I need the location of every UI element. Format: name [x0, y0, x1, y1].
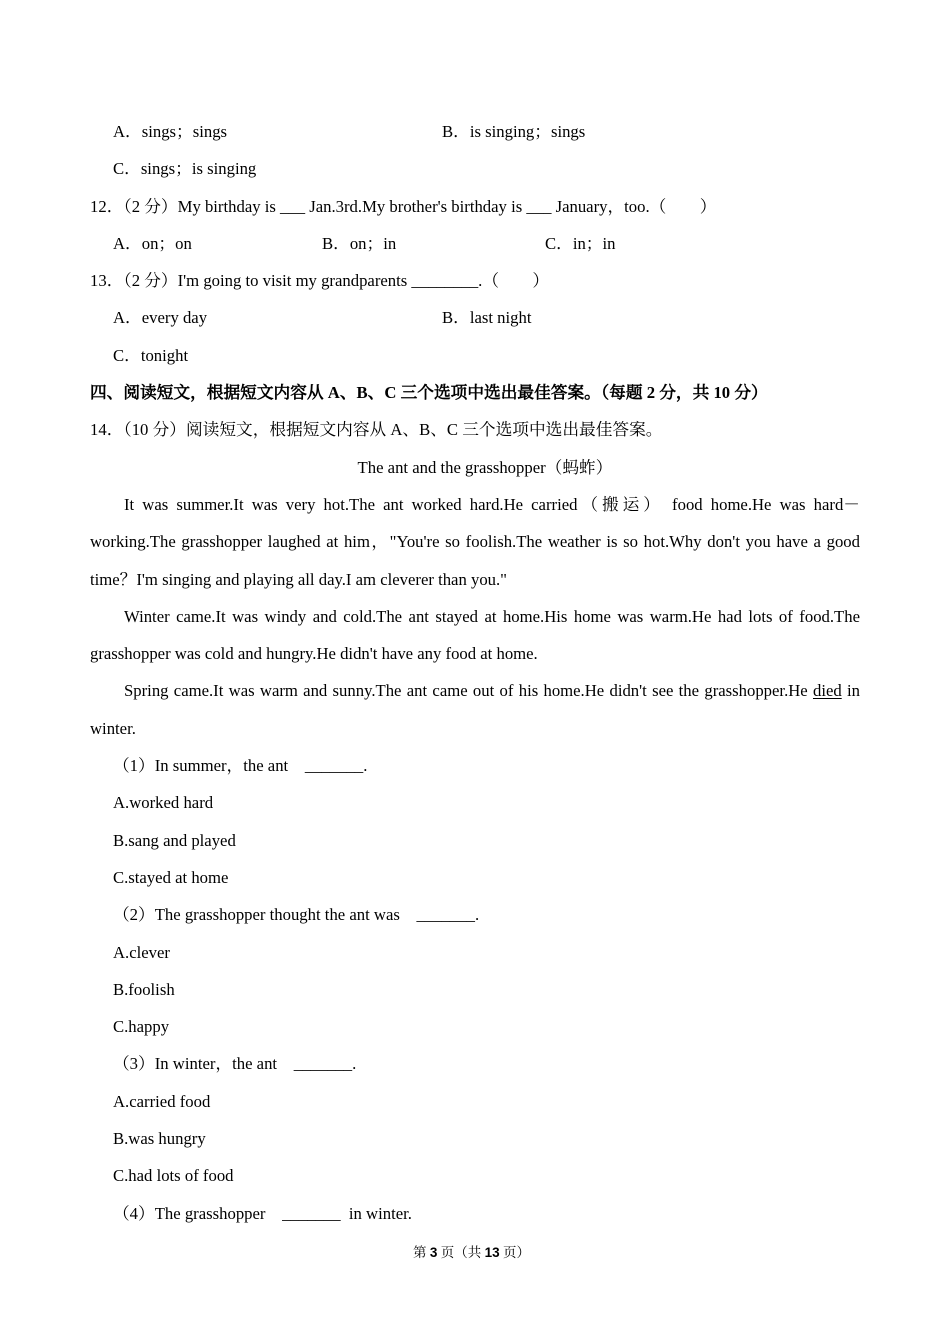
paragraph-2-line-2: grasshopper was cold and hungry.He didn't have any food at home.: [90, 644, 538, 664]
q14-stem: 14．（10 分）阅读短文，根据短文内容从 A、B、C 三个选项中选出最佳答案。: [90, 420, 663, 440]
footer-middle: 页（共: [437, 1245, 485, 1260]
sub-question-2-option-c: C.happy: [113, 1017, 170, 1037]
sub-question-4-stem: （4）The grasshopper _______ in winter.: [113, 1203, 412, 1223]
sub-question-1-option-a: A.worked hard: [113, 793, 214, 813]
total-pages-number: 13: [484, 1245, 500, 1260]
passage-paragraph-2: [90, 598, 860, 673]
passage-paragraph-1: [90, 486, 860, 598]
q13-options-row: [90, 299, 860, 336]
paragraph-1-line-3: time？I'm singing and playing all day.I am cleverer than you.": [90, 569, 507, 589]
q12-option-c: C．in；in: [545, 233, 616, 253]
passage-title: The ant and the grasshopper（蚂蚱）: [357, 457, 613, 477]
sub-question-2-option-a: A.clever: [113, 942, 170, 962]
q13-option-c: C．tonight: [113, 345, 189, 365]
q13-option-b: B．last night: [442, 308, 532, 328]
paragraph-1-line-2: working.The grasshopper laughed at him，"You're so foolish.The weather is so hot.Why don't you have a good: [90, 532, 860, 552]
footer-prefix: 第: [412, 1245, 430, 1260]
q11-option-a: A．sings；sings: [113, 122, 228, 141]
sub-question-3-option-a: A.carried food: [113, 1091, 211, 1111]
page-content: [90, 113, 860, 1232]
sub-question-1-stem: （1）In summer，the ant _______.: [113, 756, 368, 776]
q13-stem: 13．（2 分）I'm going to visit my grandparents ________.（ ）: [90, 271, 550, 291]
q11-options-row: [90, 113, 860, 150]
paragraph-2-line-1: Winter came.It was windy and cold.The ant stayed at home.His home was warm.He had lots of food.The: [124, 606, 860, 626]
sub-question-1-option-c: C.stayed at home: [113, 867, 229, 887]
paragraph-1-line-1: It was summer.It was very hot.The ant worked hard.He carried（搬运） food home.He was hard－: [124, 494, 860, 514]
sub-question-3-option-b: B.was hungry: [113, 1129, 206, 1149]
sub-question-2-stem: （2）The grasshopper thought the ant was _______.: [113, 905, 480, 925]
passage-paragraph-3: [90, 672, 860, 747]
q11-option-c: C．sings；is singing: [113, 159, 257, 179]
underlined-word-died: died: [812, 681, 842, 701]
section-4-heading: 四、阅读短文，根据短文内容从 A、B、C 三个选项中选出最佳答案。（每题 2 分，共 10 分）: [90, 383, 768, 403]
sub-question-2-option-b: B.foolish: [113, 979, 175, 999]
q12-option-a: A．on；on: [113, 233, 192, 253]
q12-stem: 12．（2 分）My birthday is ___ Jan.3rd.My brother's birthday is ___ January，too.（ ）: [90, 196, 717, 216]
sub-question-3-stem: （3）In winter，the ant _______.: [113, 1054, 357, 1074]
paragraph-3-line-2: winter.: [90, 718, 136, 738]
page-footer: [0, 1243, 943, 1263]
paragraph-3-line-1-text: Spring came.It was warm and sunny.The ant came out of his home.He didn't see the grasshopper.He: [124, 681, 813, 701]
footer-suffix: 页）: [499, 1245, 531, 1260]
sub-question-3-option-c: C.had lots of food: [113, 1166, 234, 1186]
q12-option-b: B．on；in: [322, 233, 397, 253]
q12-options-row: [90, 225, 860, 262]
current-page-number: 3: [429, 1245, 438, 1260]
sub-question-1-option-b: B.sang and played: [113, 830, 236, 850]
q11-option-b: B．is singing；sings: [442, 122, 586, 141]
paragraph-3-line-1: [90, 672, 860, 709]
paragraph-3-line-1-end: in: [841, 681, 860, 701]
q13-option-a: A．every day: [113, 308, 208, 328]
